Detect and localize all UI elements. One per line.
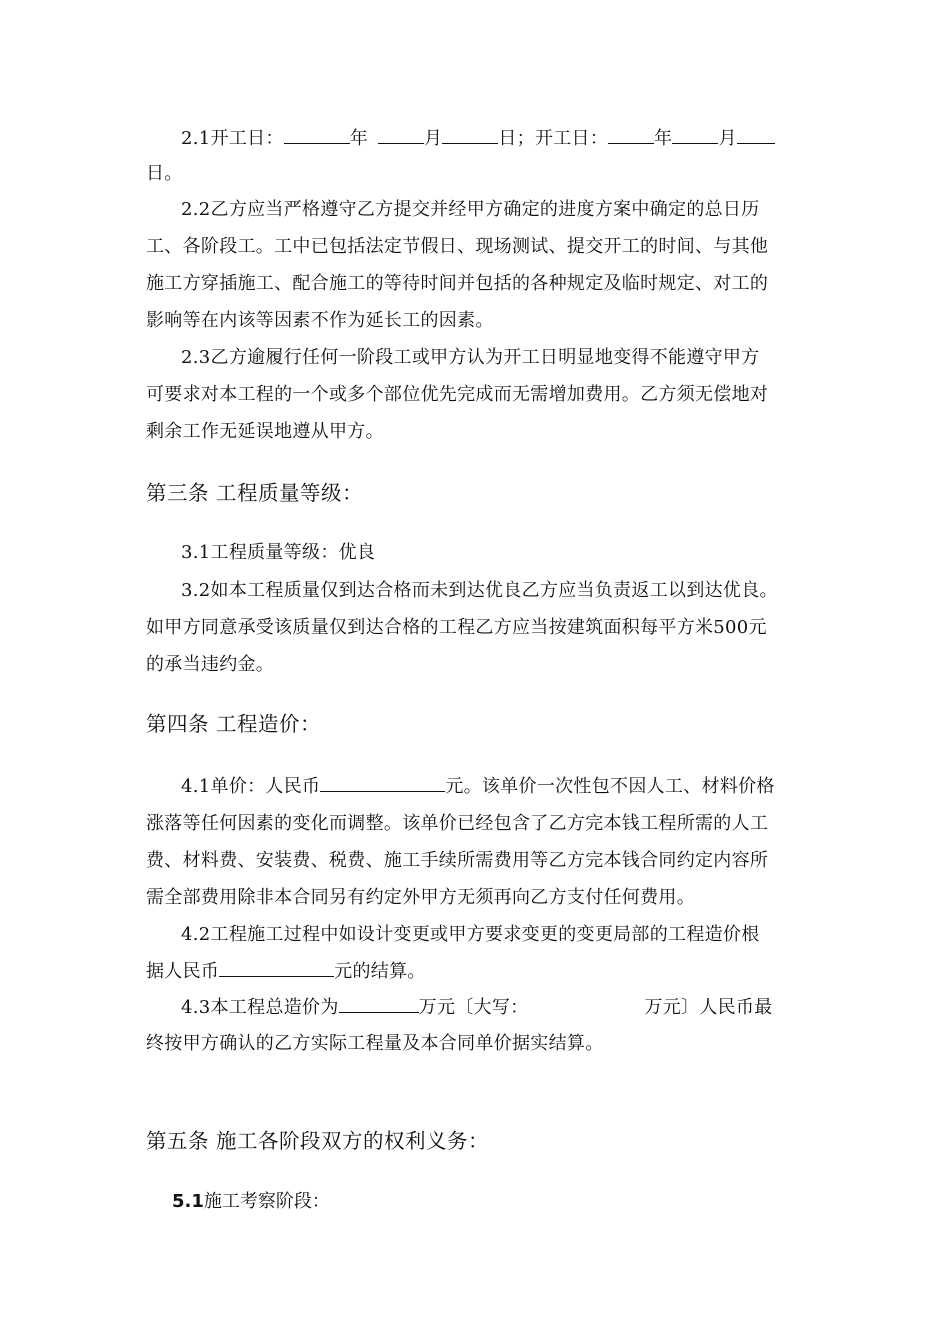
blank-field[interactable] xyxy=(284,128,350,144)
clause-text: 据人民币 xyxy=(146,961,220,982)
day-label: 日；开工日： xyxy=(498,128,609,149)
clause-3-2-line3: 的承当违约金。 xyxy=(146,654,275,675)
clause-2-1-line2: 日。 xyxy=(146,163,183,184)
clause-3-2-line2: 如甲方同意承受该质量仅到达合格的工程乙方应当按建筑面积每平方米500元 xyxy=(146,617,767,638)
clause-text: 元的结算。 xyxy=(334,961,426,982)
clause-4-1-line3: 费、材料费、安装费、税费、施工手续所需费用等乙方完本钱合同约定内容所 xyxy=(146,850,769,871)
clause-3-1: 3.1工程质量等级：优良 xyxy=(181,542,376,563)
clause-4-3-line2: 终按甲方确认的乙方实际工程量及本合同单价据实结算。 xyxy=(146,1033,604,1054)
clause-4-1-line4: 需全部费用除非本合同另有约定外甲方无须再向乙方支付任何费用。 xyxy=(146,887,695,908)
year-label: 年 xyxy=(349,128,369,149)
clause-4-3-line1 xyxy=(181,997,841,1018)
clause-2-1-line1 xyxy=(181,128,841,149)
unit-price-blank[interactable] xyxy=(320,776,445,792)
clause-5-1 xyxy=(172,1192,330,1212)
clause-number: 5.1 xyxy=(172,1191,204,1212)
clause-text: 万元〕人民币最 xyxy=(644,997,773,1018)
section-5-heading: 第五条 施工各阶段双方的权利义务： xyxy=(146,1129,490,1153)
change-price-blank[interactable] xyxy=(219,961,334,977)
clause-3-2-line1: 3.2如本工程质量仅到达合格而未到达优良乙方应当负责返工以到达优良。 xyxy=(181,580,778,601)
clause-label: 2.1开工日： xyxy=(181,128,284,149)
clause-4-2-line2 xyxy=(146,961,806,982)
clause-text: 万元〔大写： xyxy=(418,997,529,1018)
month-label: 月 xyxy=(718,128,737,149)
clause-label: 4.1单价：人民币 xyxy=(181,776,321,797)
clause-label: 4.3本工程总造价为 xyxy=(181,997,339,1018)
month-label: 月 xyxy=(424,128,443,149)
section-3-heading: 第三条 工程质量等级： xyxy=(146,481,364,505)
clause-4-2-line1: 4.2工程施工过程中如设计变更或甲方要求变更的变更局部的工程造价根 xyxy=(181,924,760,945)
clause-2-2-line3: 施工方穿插施工、配合施工的等待时间并包括的各种规定及临时规定、对工的 xyxy=(146,273,769,294)
clause-2-3-line3: 剩余工作无延误地遵从甲方。 xyxy=(146,421,384,442)
clause-2-2-line4: 影响等在内该等因素不作为延长工的因素。 xyxy=(146,310,494,331)
blank-field[interactable] xyxy=(442,128,498,144)
year-label: 年 xyxy=(654,128,673,149)
clause-text: 元。该单价一次性包不因人工、材料价格 xyxy=(445,776,775,797)
blank-field[interactable] xyxy=(378,128,424,144)
total-price-blank[interactable] xyxy=(339,997,419,1013)
blank-field[interactable] xyxy=(737,128,775,144)
section-4-heading: 第四条 工程造价： xyxy=(146,712,322,736)
clause-2-3-line2: 可要求对本工程的一个或多个部位优先完成而无需增加费用。乙方须无偿地对 xyxy=(146,384,769,405)
blank-field[interactable] xyxy=(608,128,654,144)
clause-2-2-line2: 工、各阶段工。工中已包括法定节假日、现场测试、提交开工的时间、与其他 xyxy=(146,236,769,257)
clause-2-2-line1: 2.2乙方应当严格遵守乙方提交并经甲方确定的进度方案中确定的总日历 xyxy=(181,199,760,220)
clause-2-3-line1: 2.3乙方逾履行任何一阶段工或甲方认为开工日明显地变得不能遵守甲方 xyxy=(181,347,760,368)
blank-field[interactable] xyxy=(672,128,718,144)
clause-text: 施工考察阶段： xyxy=(203,1191,330,1212)
clause-4-1-line1 xyxy=(181,776,841,797)
clause-4-1-line2: 涨落等任何因素的变化而调整。该单价已经包含了乙方完本钱工程所需的人工 xyxy=(146,813,769,834)
